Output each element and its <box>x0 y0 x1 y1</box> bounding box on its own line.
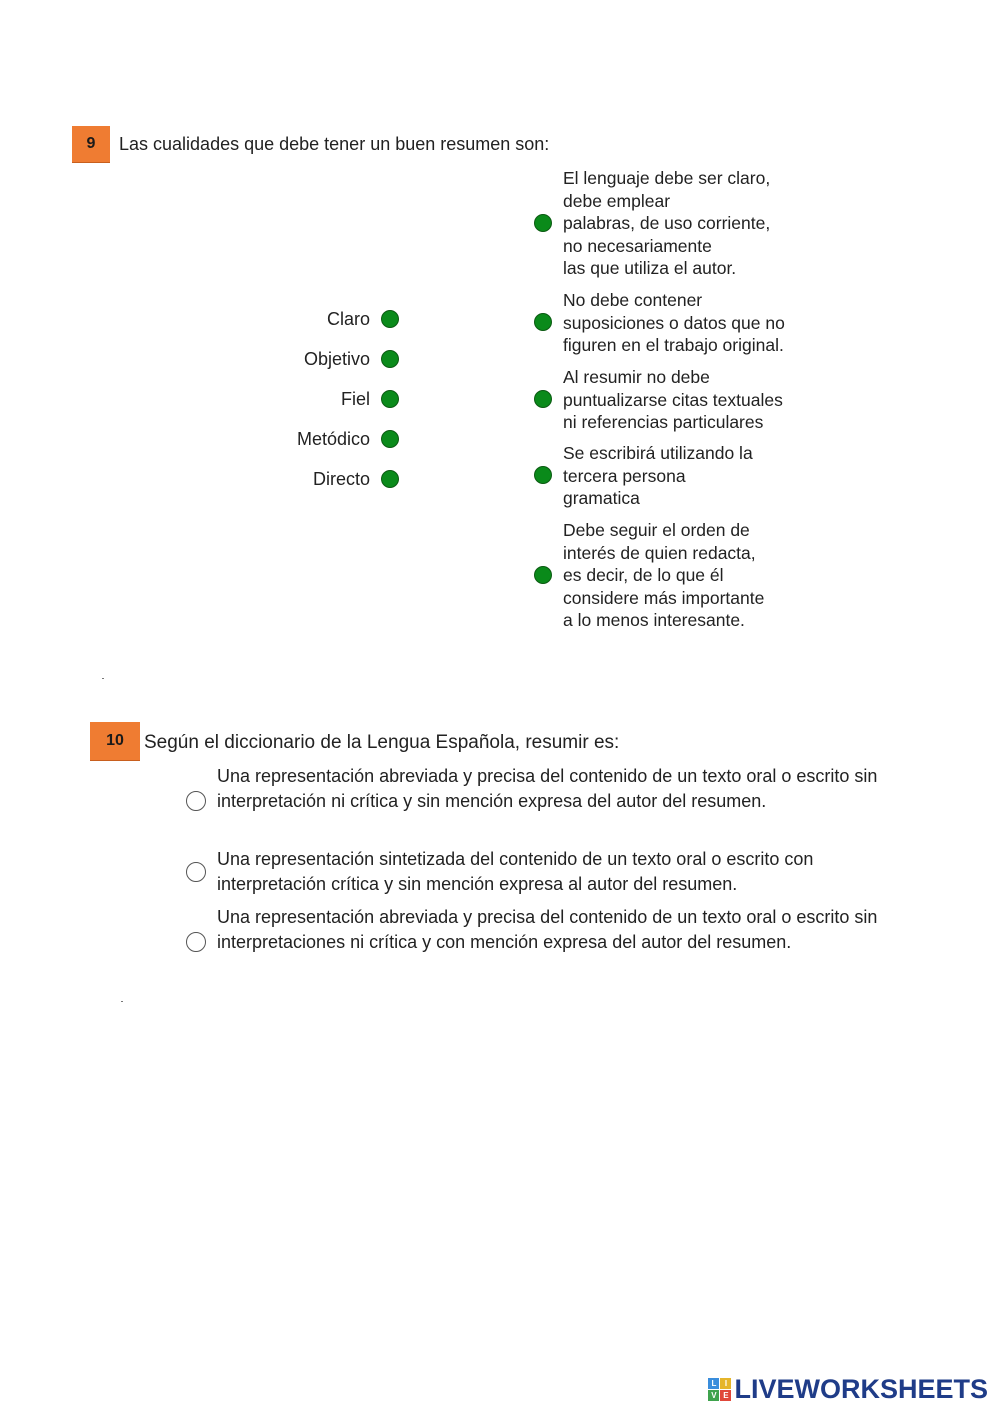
logo-text: LIVEWORKSHEETS <box>734 1374 988 1404</box>
match-left-label-metodico: Metódico <box>296 429 370 449</box>
question-9-number-badge <box>72 126 110 162</box>
match-right-text-1: El lenguaje debe ser claro, debe emplear palabras, de uso corriente, no necesariamente las que utiliza el autor. <box>563 168 771 278</box>
option-2-radio[interactable] <box>186 862 206 882</box>
match-right-text-4: Se escribirá utilizando la tercera persona gramatica <box>563 443 753 508</box>
question-10-number-badge <box>90 722 140 760</box>
match-right-text-3: Al resumir no debe puntualizarse citas textuales ni referencias particulares <box>563 367 783 432</box>
match-left-dot-claro[interactable] <box>381 310 399 328</box>
logo-mark-icon <box>708 1378 731 1401</box>
question-10-number: 10 <box>106 732 124 749</box>
match-left-label-objetivo: Objetivo <box>303 349 370 369</box>
question-9-number: 9 <box>86 135 96 152</box>
match-right-dot-1[interactable] <box>534 214 552 232</box>
liveworksheets-logo <box>708 1374 988 1405</box>
match-right-text-5: Debe seguir el orden de interés de quien redacta, es decir, de lo que él considere más importante a lo menos interesante. <box>563 520 765 630</box>
match-left-label-claro: Claro <box>326 309 370 329</box>
match-right-dot-3[interactable] <box>534 390 552 408</box>
question-10-prompt: Según el diccionario de la Lengua Española, resumir es: <box>144 732 620 753</box>
match-left-label-fiel: Fiel <box>340 389 370 409</box>
stray-mark <box>102 678 104 679</box>
match-right-dot-5[interactable] <box>534 566 552 584</box>
question-9-prompt: Las cualidades que debe tener un buen resumen son: <box>119 134 550 154</box>
match-left-dot-directo[interactable] <box>381 470 399 488</box>
match-left-label-directo: Directo <box>312 469 370 489</box>
option-1-text[interactable]: Una representación abreviada y precisa del contenido de un texto oral o escrito sin interpretación ni crítica y sin mención expresa del autor del resumen. <box>217 766 878 811</box>
match-left-dot-fiel[interactable] <box>381 390 399 408</box>
logo-letter: I <box>720 1378 731 1389</box>
option-2-text[interactable]: Una representación sintetizada del contenido de un texto oral o escrito con interpretación crítica y sin mención expresa al autor del resumen. <box>217 849 814 894</box>
logo-letter: V <box>708 1390 719 1401</box>
option-1-radio[interactable] <box>186 791 206 811</box>
match-right-text-2: No debe contener suposiciones o datos que no figuren en el trabajo original. <box>563 290 785 355</box>
match-right-dot-2[interactable] <box>534 313 552 331</box>
match-left-dot-metodico[interactable] <box>381 430 399 448</box>
option-3-text[interactable]: Una representación abreviada y precisa del contenido de un texto oral o escrito sin interpretaciones ni crítica y con mención expresa del autor del resumen. <box>217 907 878 952</box>
logo-letter: E <box>720 1390 731 1401</box>
option-3-radio[interactable] <box>186 932 206 952</box>
stray-mark <box>121 1001 123 1002</box>
match-right-dot-4[interactable] <box>534 466 552 484</box>
match-left-dot-objetivo[interactable] <box>381 350 399 368</box>
logo-letter: L <box>708 1378 719 1389</box>
